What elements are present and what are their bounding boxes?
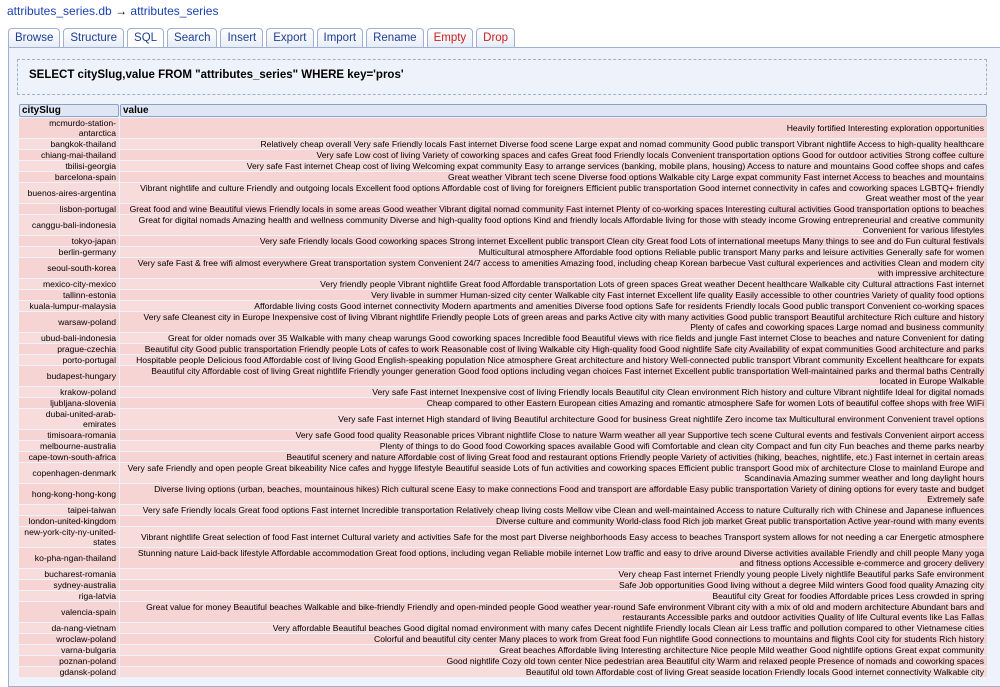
- table-row[interactable]: [19, 463, 987, 483]
- table-row[interactable]: [19, 150, 987, 160]
- tab-rename[interactable]: Rename: [366, 28, 423, 47]
- cell-value: Colorful and beautiful city center Many places to work from Great food Fun nightlife Good connections to mountains and flights Cool city for students Rich history: [120, 634, 987, 644]
- cell-cityslug: lisbon-portugal: [19, 204, 119, 214]
- cell-cityslug: tbilisi-georgia: [19, 161, 119, 171]
- table-row[interactable]: [19, 183, 987, 203]
- cell-cityslug: melbourne-australia: [19, 441, 119, 451]
- table-header-row: [19, 104, 987, 117]
- cell-value: Cheap compared to other Eastern European cities Amazing and romantic atmosphere Safe for women Lots of beautiful coffee shops with free WiFi: [120, 398, 987, 408]
- cell-cityslug: barcelona-spain: [19, 172, 119, 182]
- cell-value: Very safe Friendly locals Good coworking spaces Strong internet Excellent public transport Clean city Great food Lots of international meetups Many things to see and do Fun cultural festivals: [120, 236, 987, 246]
- cell-cityslug: copenhagen-denmark: [19, 463, 119, 483]
- table-row[interactable]: [19, 161, 987, 171]
- cell-cityslug: berlin-germany: [19, 247, 119, 257]
- table-row[interactable]: [19, 441, 987, 451]
- table-row[interactable]: [19, 409, 987, 429]
- table-row[interactable]: [19, 430, 987, 440]
- cell-value: Great beaches Affordable living Interesting architecture Nice people Mild weather Good nightlife options Great expat community: [120, 645, 987, 655]
- cell-cityslug: chiang-mai-thailand: [19, 150, 119, 160]
- cell-value: Vibrant nightlife Great selection of food Fast internet Cultural variety and activities Safe for the most part Diverse neighborhoods Easy access to beaches Transport system allows for not needing a car Energetic atmosphere: [120, 527, 987, 547]
- cell-value: Hospitable people Delicious food Affordable cost of living Good English-speaking population Nice atmosphere Great architecture and history Well-connected public transport Vibrant community Excellent healthcare for expats: [120, 355, 987, 365]
- cell-cityslug: bangkok-thailand: [19, 139, 119, 149]
- cell-cityslug: new-york-city-ny-united-states: [19, 527, 119, 547]
- results-table: [18, 103, 988, 678]
- cell-value: Very safe Low cost of living Variety of coworking spaces and cafes Great food Friendly locals Convenient transportation options Good for outdoor activities Strong coffee culture: [120, 150, 987, 160]
- cell-cityslug: tokyo-japan: [19, 236, 119, 246]
- tab-sql[interactable]: SQL: [127, 28, 164, 49]
- cell-value: Beautiful old town Affordable cost of living Great seaside location Friendly locals Good internet connectivity Walkable city: [120, 667, 987, 677]
- cell-value: Very cheap Fast internet Friendly young people Lively nightlife Beautiful parks Safe environment: [120, 569, 987, 579]
- cell-cityslug: sydney-australia: [19, 580, 119, 590]
- cell-cityslug: poznan-poland: [19, 656, 119, 666]
- cell-cityslug: ko-pha-ngan-thailand: [19, 548, 119, 568]
- table-row[interactable]: [19, 236, 987, 246]
- cell-cityslug: kuala-lumpur-malaysia: [19, 301, 119, 311]
- cell-value: Great for digital nomads Amazing health and wellness community Diverse and high-quality food options Kind and friendly locals Affordable living for those with steady income Growing entrepreneurial and creative community Convenient for various lifestyles: [120, 215, 987, 235]
- tab-browse[interactable]: Browse: [8, 28, 60, 47]
- tab-bar: [8, 28, 518, 48]
- cell-value: Very safe Good food quality Reasonable prices Vibrant nightlife Close to nature Warm weather all year Supportive tech scene Cultural events and festivals Convenient airport access: [120, 430, 987, 440]
- table-row[interactable]: [19, 118, 987, 138]
- cell-value: Diverse living options (urban, beaches, mountainous hikes) Rich cultural scene Easy to make connections Food and transport are affordable Easy public transportation Variety of dining options for every taste and budget Extremely safe: [120, 484, 987, 504]
- table-row[interactable]: [19, 247, 987, 257]
- cell-value: Very safe Fast internet Cheap cost of living Welcoming expat community Easy to arrange services (banking, mobile plans, housing) Access to nature and mountains Good coffee shops and cafes: [120, 161, 987, 171]
- tab-search[interactable]: Search: [167, 28, 217, 47]
- cell-cityslug: varna-bulgaria: [19, 645, 119, 655]
- cell-cityslug: timisoara-romania: [19, 430, 119, 440]
- tab-empty[interactable]: Empty: [427, 28, 474, 47]
- cell-value: Safe Job opportunities Good living without a degree Mild winters Good food quality Amazing city: [120, 580, 987, 590]
- cell-value: Beautiful city Great for foodies Affordable prices Less crowded in spring: [120, 591, 987, 601]
- cell-value: Great food and wine Beautiful views Friendly locals in some areas Good weather Vibrant digital nomad community Fast internet Plenty of co-working spaces Interesting cultural activities Good transportation options to beaches: [120, 204, 987, 214]
- cell-cityslug: porto-portugal: [19, 355, 119, 365]
- cell-cityslug: bucharest-romania: [19, 569, 119, 579]
- cell-value: Great for older nomads over 35 Walkable with many cheap warungs Good coworking spaces Incredible food Beautiful views with rice fields and jungle Fast internet Close to beaches and nature Convenient for dating: [120, 333, 987, 343]
- cell-cityslug: valencia-spain: [19, 602, 119, 622]
- table-row[interactable]: [19, 344, 987, 354]
- table-row[interactable]: [19, 215, 987, 235]
- table-row[interactable]: [19, 516, 987, 526]
- tab-export[interactable]: Export: [266, 28, 313, 47]
- cell-value: Great value for money Beautiful beaches Walkable and bike-friendly Friendly and open-minded people Good weather year-round Safe environment Vibrant city with a mix of old and modern architecture Abundant bars and restaurants Accessible parks and outdoor activities Quality of life Cultural events like Las Fallas: [120, 602, 987, 622]
- cell-value: Very affordable Beautiful beaches Good digital nomad environment with many cafes Decent nightlife Friendly locals Clean air Less traffic and pollution compared to other Vietnamese cities: [120, 623, 987, 633]
- cell-value: Very safe Fast & free wifi almost everywhere Great transportation system Convenient 24/7 access to amenities Amazing food, including cheap Korean barbecue Vast cultural experiences and activities Clean and modern city with impressive architecture: [120, 258, 987, 278]
- cell-cityslug: ubud-bali-indonesia: [19, 333, 119, 343]
- table-row[interactable]: [19, 452, 987, 462]
- cell-value: Beautiful city Good public transportation Friendly people Lots of cafes to work Reasonable cost of living Walkable city High-quality food Good nightlife Safe city Availability of expat communities Good architecture and parks: [120, 344, 987, 354]
- table-row[interactable]: [19, 634, 987, 644]
- cell-value: Good nightlife Cozy old town center Nice pedestrian area Beautiful city Warm and relaxed people Presence of nomads and coworking spaces: [120, 656, 987, 666]
- cell-cityslug: ljubljana-slovenia: [19, 398, 119, 408]
- cell-cityslug: tallinn-estonia: [19, 290, 119, 300]
- table-row[interactable]: [19, 139, 987, 149]
- breadcrumb-arrow: →: [115, 4, 128, 18]
- cell-value: Beautiful scenery and nature Affordable cost of living Great food and restaurant options Friendly people Variety of activities (hiking, beaches, nightlife, etc.) Fast internet in certain areas: [120, 452, 987, 462]
- cell-cityslug: seoul-south-korea: [19, 258, 119, 278]
- cell-value: Heavily fortified Interesting exploration opportunities: [120, 118, 987, 138]
- sql-query-box: [17, 59, 987, 95]
- breadcrumb-table-link[interactable]: attributes_series: [130, 4, 219, 18]
- cell-cityslug: taipei-taiwan: [19, 505, 119, 515]
- cell-value: Very safe Friendly and open people Great bikeability Nice cafes and hygge lifestyle Beautiful seaside Lots of fun activities and coworking spaces Efficient public transport Good mix of architecture Close to mainland Europe and Scandinavia Amazing summer weather and long daylight hours: [120, 463, 987, 483]
- cell-cityslug: cape-town-south-africa: [19, 452, 119, 462]
- cell-value: Very safe Fast internet High standard of living Beautiful architecture Good for business Great nightlife Zero income tax Multicultural environment Convenient travel options: [120, 409, 987, 429]
- cell-cityslug: warsaw-poland: [19, 312, 119, 332]
- cell-cityslug: canggu-bali-indonesia: [19, 215, 119, 235]
- cell-cityslug: riga-latvia: [19, 591, 119, 601]
- cell-value: Plenty of things to do Good food Coworking spaces available Good wifi Comfortable and clean city Compact and fun city Fun beaches and theme parks nearby: [120, 441, 987, 451]
- cell-cityslug: hong-kong-hong-kong: [19, 484, 119, 504]
- cell-cityslug: budapest-hungary: [19, 366, 119, 386]
- table-row[interactable]: [19, 656, 987, 666]
- tab-drop[interactable]: Drop: [476, 28, 515, 47]
- table-row[interactable]: [19, 645, 987, 655]
- cell-cityslug: krakow-poland: [19, 387, 119, 397]
- cell-value: Great weather Vibrant tech scene Diverse food options Walkable city Large expat community Fast internet Access to beaches and mountains: [120, 172, 987, 182]
- table-row[interactable]: [19, 623, 987, 633]
- cell-value: Stunning nature Laid-back lifestyle Affordable accommodation Great food options, including vegan Reliable mobile internet Low traffic and easy to drive around Diverse activities available Friendly and chill people Many yoga and fitness options Accessible e-commerce and grocery delivery: [120, 548, 987, 568]
- table-row[interactable]: [19, 527, 987, 547]
- table-row[interactable]: [19, 366, 987, 386]
- cell-cityslug: mexico-city-mexico: [19, 279, 119, 289]
- cell-cityslug: da-nang-vietnam: [19, 623, 119, 633]
- sql-query-text: SELECT citySlug,value FROM "attributes_series" WHERE key='pros': [29, 69, 404, 81]
- cell-cityslug: dubai-united-arab-emirates: [19, 409, 119, 429]
- cell-value: Beautiful city Affordable cost of living Great nightlife Friendly younger generation Good food options including vegan choices Fast internet Excellent public transportation Well-maintained parks and thermal baths Centrally located in Europe Walkable: [120, 366, 987, 386]
- breadcrumb: [7, 4, 218, 18]
- table-row[interactable]: [19, 591, 987, 601]
- cell-value: Multicultural atmosphere Affordable food options Reliable public transport Many parks and leisure activities Generally safe for women: [120, 247, 987, 257]
- table-row[interactable]: [19, 301, 987, 311]
- tab-structure[interactable]: Structure: [63, 28, 124, 47]
- results-table-container: [18, 103, 988, 678]
- table-row[interactable]: [19, 484, 987, 504]
- cell-cityslug: london-united-kingdom: [19, 516, 119, 526]
- table-row[interactable]: [19, 172, 987, 182]
- cell-value: Very friendly people Vibrant nightlife Great food Affordable transportation Lots of green spaces Great weather Decent healthcare Walkable city Cultural attractions Fast internet: [120, 279, 987, 289]
- cell-cityslug: wroclaw-poland: [19, 634, 119, 644]
- tab-import[interactable]: Import: [317, 28, 364, 47]
- column-header-cityslug[interactable]: citySlug: [19, 104, 119, 117]
- table-row[interactable]: [19, 204, 987, 214]
- table-row[interactable]: [19, 355, 987, 365]
- table-row[interactable]: [19, 602, 987, 622]
- cell-cityslug: prague-czechia: [19, 344, 119, 354]
- cell-cityslug: buenos-aires-argentina: [19, 183, 119, 203]
- table-row[interactable]: [19, 290, 987, 300]
- tab-insert[interactable]: Insert: [220, 28, 263, 47]
- table-row[interactable]: [19, 333, 987, 343]
- cell-value: Very livable in summer Human-sized city center Walkable city Fast internet Excellent life quality Easily accessible to other countries Variety of quality food options: [120, 290, 987, 300]
- table-row[interactable]: [19, 312, 987, 332]
- cell-value: Very safe Cleanest city in Europe Inexpensive cost of living Vibrant nightlife Friendly people Lots of green areas and parks Active city with many activities Good public transport Beautiful architecture Rich culture and history Plenty of cafes and coworking spaces Large nomad and business community: [120, 312, 987, 332]
- table-row[interactable]: [19, 258, 987, 278]
- table-row[interactable]: [19, 279, 987, 289]
- table-row[interactable]: [19, 580, 987, 590]
- cell-cityslug: gdansk-poland: [19, 667, 119, 677]
- cell-value: Diverse culture and community World-class food Rich job market Great public transportation Active year-round with many events: [120, 516, 987, 526]
- table-row[interactable]: [19, 569, 987, 579]
- table-row[interactable]: [19, 387, 987, 397]
- cell-value: Affordable living costs Good internet connectivity Modern apartments and amenities Diverse food options Safe for residents Friendly locals Good public transport Convenient co-working spaces: [120, 301, 987, 311]
- cell-value: Very safe Friendly locals Great food options Fast internet Incredible transportation Relatively cheap living costs Mellow vibe Clean and well-maintained Access to nature Culturally rich with Chinese and Japanese influences: [120, 505, 987, 515]
- table-row[interactable]: [19, 548, 987, 568]
- breadcrumb-db-link[interactable]: attributes_series.db: [7, 4, 112, 18]
- cell-value: Relatively cheap overall Very safe Friendly locals Fast internet Diverse food scene Large expat and nomad community Good public transport Vibrant nightlife Access to high-quality healthcare: [120, 139, 987, 149]
- table-row[interactable]: [19, 398, 987, 408]
- table-row[interactable]: [19, 505, 987, 515]
- cell-cityslug: mcmurdo-station-antarctica: [19, 118, 119, 138]
- table-row[interactable]: [19, 667, 987, 677]
- cell-value: Vibrant nightlife and culture Friendly and outgoing locals Excellent food options Affordable cost of living for foreigners Efficient public transportation Good internet connectivity in cafes and coworking spaces LGBTQ+ friendly Great weather most of the year: [120, 183, 987, 203]
- column-header-value[interactable]: value: [120, 104, 987, 117]
- cell-value: Very safe Fast internet Inexpensive cost of living Friendly locals Beautiful city Clean environment Rich history and culture Vibrant nightlife Ideal for digital nomads: [120, 387, 987, 397]
